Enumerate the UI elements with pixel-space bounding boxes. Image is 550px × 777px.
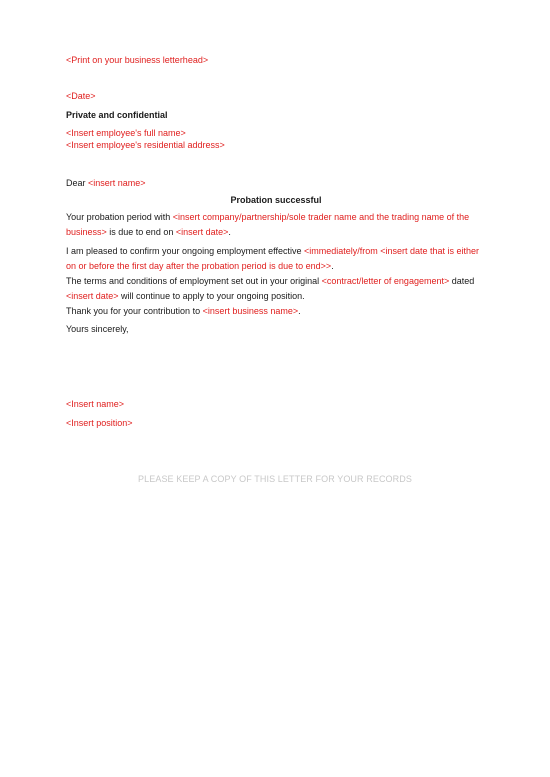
signer-position-placeholder: <Insert position> (66, 418, 133, 428)
paragraph-terms (66, 274, 486, 304)
signer-name-placeholder: <Insert name> (66, 399, 125, 409)
paragraph-thanks (66, 304, 486, 319)
paragraph-confirmation (66, 244, 486, 274)
para3-text-2: dated (449, 276, 475, 286)
confidential-label: Private and confidential (66, 110, 168, 120)
para3-text-1: The terms and conditions of employment set out in your original (66, 276, 322, 286)
letter-subject: Probation successful (230, 195, 322, 205)
para2-text-1: I am pleased to confirm your ongoing employment effective (66, 246, 304, 256)
employee-name-placeholder: <Insert employee's full name> (66, 128, 186, 138)
para1-text-3: . (228, 227, 231, 237)
para4-text-2: . (298, 306, 301, 316)
para2-effective-placeholder: <immediately/from <insert date that is either on or before the first day after the probation period is due to end>> (66, 246, 480, 271)
para4-business-placeholder: <insert business name> (202, 306, 299, 316)
records-footer-note: PLEASE KEEP A COPY OF THIS LETTER FOR YOUR RECORDS (138, 474, 412, 484)
para4-text-1: Thank you for your contribution to (66, 306, 203, 316)
closing: Yours sincerely, (66, 324, 129, 334)
para3-contract-placeholder: <contract/letter of engagement> (321, 276, 450, 286)
para1-text-1: Your probation period with (66, 212, 173, 222)
para2-text-2: . (331, 261, 334, 271)
para3-text-3: will continue to apply to your ongoing position. (118, 291, 305, 301)
employee-address-placeholder: <Insert employee's residential address> (66, 140, 225, 150)
letterhead-placeholder: <Print on your business letterhead> (66, 55, 209, 65)
para1-date-placeholder: <insert date> (175, 227, 229, 237)
salutation (66, 176, 486, 191)
para1-business-placeholder: <insert company/partnership/sole trader name and the trading name of the business> (66, 212, 470, 237)
para1-text-2: is due to end on (106, 227, 176, 237)
para3-date-placeholder: <insert date> (66, 291, 119, 301)
salutation-prefix: Dear (66, 178, 89, 188)
date-placeholder: <Date> (66, 91, 96, 101)
paragraph-probation-period (66, 210, 486, 240)
salutation-name-placeholder: <insert name> (88, 178, 146, 188)
